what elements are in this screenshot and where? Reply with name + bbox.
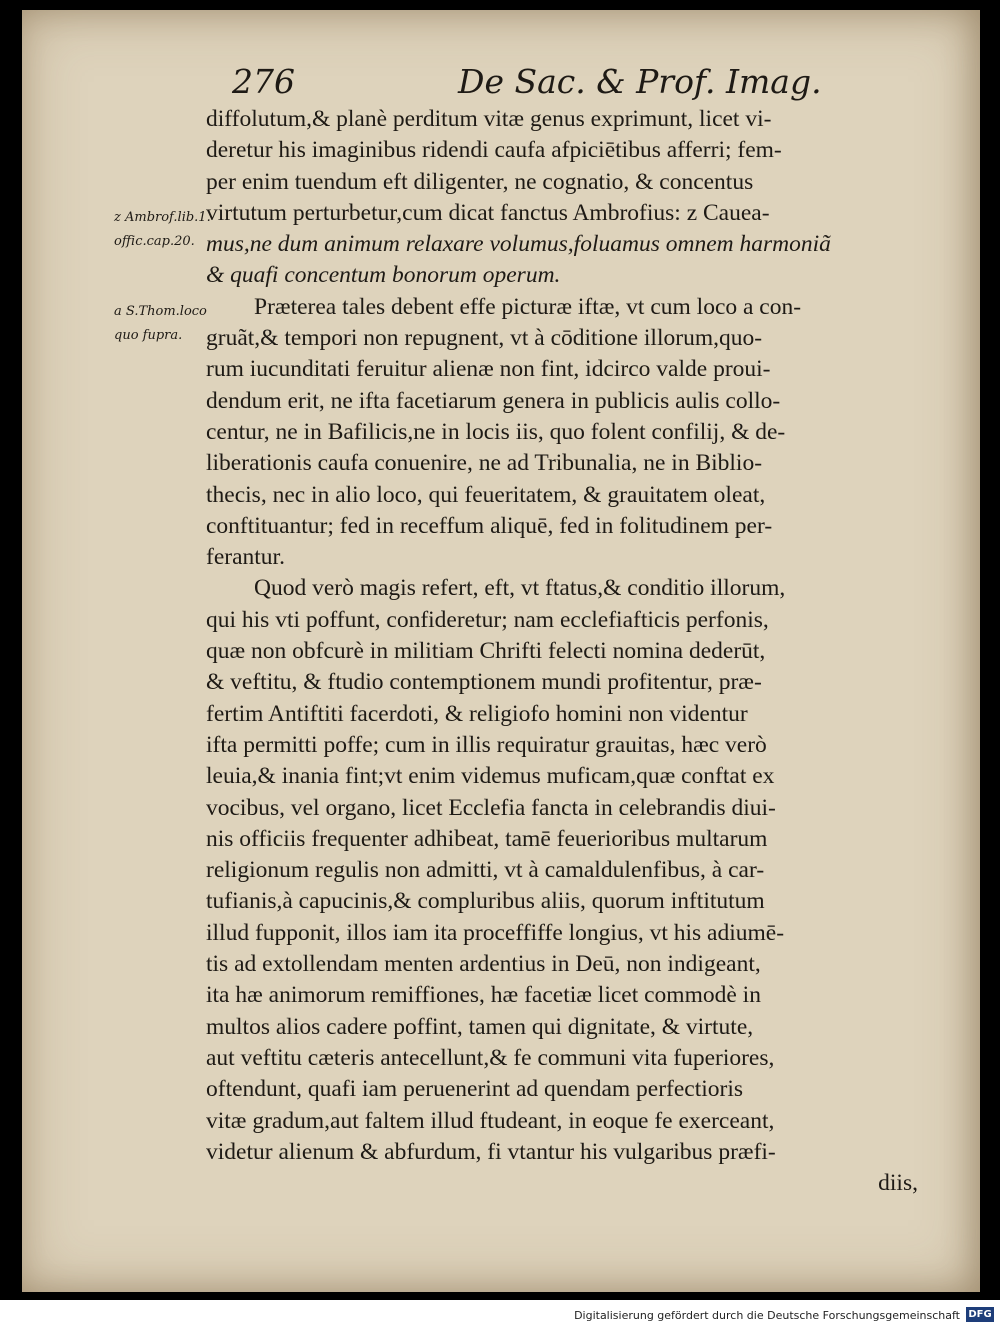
quotation-line: mus,ne dum animum relaxare volumus,foluamus omnem harmoniã	[206, 231, 831, 258]
text-line: & veftitu, & ftudio contemptionem mundi profitentur, præ-	[206, 669, 762, 696]
running-head: De Sac. & Prof. Imag.	[458, 62, 822, 101]
dfg-logo: DFG	[966, 1307, 994, 1322]
text-line: oftendunt, quafi iam peruenerint ad quendam perfectioris	[206, 1076, 744, 1103]
text-line: fertim Antiftiti facerdoti, & religiofo homini non videntur	[206, 700, 748, 727]
text-line: thecis, nec in alio loco, qui feueritatem, & grauitatem oleat,	[206, 481, 766, 508]
text-line: quæ non obfcurè in militiam Chrifti felecti nomina dederūt,	[206, 638, 766, 665]
text-line: virtutum perturbetur,cum dicat fanctus Ambrofius: z Cauea-	[206, 199, 770, 226]
text-line: leuia,& inania fint;vt enim videmus muficam,quæ conftat ex	[206, 763, 775, 790]
text-line: videtur alienum & abfurdum, fi vtantur his vulgaribus præfi-	[206, 1138, 776, 1165]
text-line: qui his vti poffunt, confideretur; nam ecclefiafticis perfonis,	[206, 606, 769, 633]
text-line: gruãt,& tempori non repugnent, vt à cōditione illorum,quo-	[206, 325, 763, 352]
funding-credit: Digitalisierung gefördert durch die Deutsche Forschungsgemeinschaft	[574, 1309, 960, 1322]
margin-note-line: a S.Thom.loco	[114, 304, 207, 319]
text-line: conftituantur; fed in receffum aliquē, fed in folitudinem per-	[206, 512, 773, 539]
text-line: rum iucunditati feruitur alienæ non fint, idcirco valde proui-	[206, 356, 771, 383]
text-line: tis ad extollendam menten ardentius in Deū, non indigeant,	[206, 951, 761, 978]
digitization-footer	[0, 1300, 1000, 1332]
margin-note-line: offic.cap.20.	[114, 234, 195, 249]
text-line: religionum regulis non admitti, vt à camaldulenfibus, à car-	[206, 857, 765, 884]
margin-note-line: quo fupra.	[114, 328, 183, 343]
text-line: aut veftitu cæteris antecellunt,& fe communi vita fuperiores,	[206, 1044, 775, 1071]
text-line: diffolutum,& planè perditum vitæ genus exprimunt, licet vi-	[206, 106, 772, 132]
text-line: centur, ne in Bafilicis,ne in locis iis, quo folent confilij, & de-	[206, 418, 786, 445]
margin-note-line: z Ambrof.lib.1.	[114, 210, 211, 225]
text-line: ita hæ animorum remiffiones, hæ facetiæ licet commodè in	[206, 982, 761, 1009]
text-line: multos alios cadere poffint, tamen qui dignitate, & virtute,	[206, 1013, 754, 1040]
text-line: vitæ gradum,aut faltem illud ftudeant, in eoque fe exerceant,	[206, 1107, 775, 1134]
page-number: 276	[232, 62, 295, 101]
text-line: ferantur.	[206, 544, 285, 571]
text-line: illud fupponit, illos iam ita proceffiffe longius, vt his adiumē-	[206, 919, 785, 946]
text-line: liberationis caufa conuenire, ne ad Tribunalia, ne in Biblio-	[206, 450, 763, 477]
quotation-line: & quafi concentum bonorum operum.	[206, 262, 561, 289]
text-line: ifta permitti poffe; cum in illis requiratur grauitas, hæc verò	[206, 731, 767, 758]
text-line: deretur his imaginibus ridendi caufa afpiciētibus afferri; fem-	[206, 137, 782, 164]
paragraph-start-line: Quod verò magis refert, eft, vt ftatus,& conditio illorum,	[254, 575, 786, 602]
text-line: tufianis,à capucinis,& compluribus aliis, quorum inftitutum	[206, 888, 765, 915]
text-line: dendum erit, ne ifta facetiarum genera in publicis aulis collo-	[206, 387, 781, 414]
catchword: diis,	[878, 1170, 918, 1197]
body-text	[206, 104, 918, 1199]
text-line: per enim tuendum eft diligenter, ne cognatio, & concentus	[206, 168, 754, 195]
text-line: nis officiis frequenter adhibeat, tamē feuerioribus multarum	[206, 825, 768, 852]
page-header	[22, 62, 980, 110]
paragraph-start-line: Præterea tales debent effe picturæ iftæ, vt cum loco a con-	[254, 293, 802, 320]
text-line: vocibus, vel organo, licet Ecclefia fancta in celebrandis diui-	[206, 794, 776, 821]
